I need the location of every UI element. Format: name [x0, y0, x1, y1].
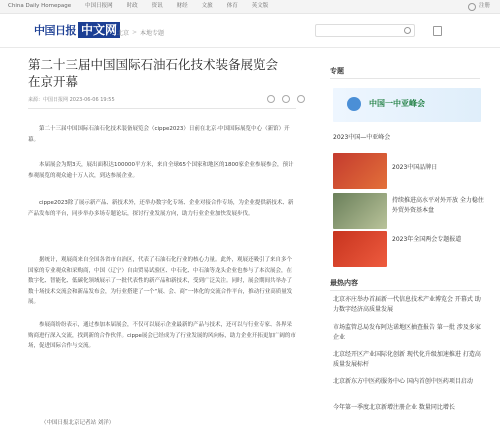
hot-list-item[interactable]: 北京亦庄举办首届新一代信息技术产业博览会 开幕式 助力数字经济高质量发展 [333, 296, 481, 313]
top-link-english[interactable]: 英文版 [251, 3, 269, 9]
share-qq-icon[interactable] [297, 95, 305, 103]
top-link-culture[interactable]: 文旅 [201, 3, 213, 9]
article-title: 第二十三届中国国际石油石化技术装备展览会在京开幕 [28, 57, 279, 89]
article-paragraph: cippe2023除了展示新产品、新技术外，还举办数字化专场、企业对接合作专场，为企业提供新技术、新产品发布的平台，同步举办多场专题论坛，探讨行业发展方向，助力行业企业加快发展步伐。 [28, 200, 294, 217]
top-link-politics[interactable]: 时政 [126, 3, 138, 9]
login-link[interactable]: 注册 [478, 3, 490, 9]
breadcrumb-item-beijing[interactable]: 北京 [117, 30, 130, 37]
breadcrumb-separator-icon: > [132, 29, 138, 36]
article-source-date: 来源：中国日报网 2023-06-06 19:55 [28, 97, 115, 103]
user-icon[interactable] [468, 3, 476, 11]
hot-list-item[interactable]: 北京新东方中医药服务中心 国内首创中医药项目启动 [333, 378, 473, 385]
banner-emblem-icon [347, 97, 361, 111]
article-paragraph: 据统计，观展商来自全国各省市自治区，代表了石油石化行业的核心力量。此外，观展还吸引了来自多个国家的专业观众和采购商，中国（辽宁）自由贸易试验区、中石化、中石油等龙头企业也参与了本次展会，在数字化、智能化、低碳化领域展示了一批代表性的新产品和新技术，受到广泛关注。同时，展会期间共举办了数十场技术交流会和新品发布会，为行业搭建了一个“展、会、商”一体化的交流合作平台，推动行业高质量发展。 [28, 257, 293, 305]
site-header [0, 14, 500, 48]
sidebar-section-divider [330, 78, 480, 79]
search-icon[interactable] [404, 27, 411, 34]
topic-card-image[interactable] [333, 231, 387, 267]
topic-card-title[interactable]: 持续推进高水平对外开放 全力稳住外贸外资基本盘 [392, 197, 484, 214]
logo-text-right: 中文网 [78, 22, 120, 38]
share-wechat-icon[interactable] [267, 95, 275, 103]
top-link-news[interactable]: 资讯 [151, 3, 163, 9]
top-link-cd[interactable]: 中国日报网 [85, 3, 113, 9]
top-link-finance[interactable]: 财经 [176, 3, 188, 9]
site-logo[interactable] [34, 22, 120, 38]
top-link-homepage[interactable]: China Daily Homepage [8, 3, 72, 9]
sidebar-section-hot-title: 最热内容 [330, 279, 358, 287]
featured-banner-caption[interactable]: 2023中国—中亚峰会 [333, 134, 391, 141]
article-paragraph: 参展商纷纷表示，通过参加本届展会，不仅可以展示企业最新的产品与技术，还可以与行业专家、各界采购商进行深入交流，找到新的合作伙伴。cippe展会已经成为了行业发展的风向标，助力企业开拓更加广阔的市场，促进国际合作与交流。 [28, 322, 296, 349]
breadcrumb [117, 28, 164, 37]
topic-card-image[interactable] [333, 153, 387, 189]
article-source: （中国日报北京记者站 刘洋） [41, 420, 115, 426]
share-bar [267, 95, 305, 103]
title-divider [28, 108, 296, 109]
share-weibo-icon[interactable] [282, 95, 290, 103]
hot-list-item[interactable]: 北京经开区产业国际化创新 现代化升级加速推进 打造高质量发展标杆 [333, 351, 481, 368]
logo-text-left: 中国日报 [34, 24, 76, 37]
top-link-sports[interactable]: 体育 [226, 3, 238, 9]
top-links [8, 2, 268, 11]
mobile-app-icon[interactable] [433, 26, 442, 36]
breadcrumb-item-topic[interactable]: 本地专题 [140, 30, 165, 37]
search-input[interactable] [315, 24, 415, 37]
login-area[interactable] [468, 2, 490, 11]
topic-card-title[interactable]: 2023年全国两会专题报道 [392, 236, 462, 243]
topic-card-title[interactable]: 2023中国品牌日 [392, 164, 438, 171]
sidebar-section-divider [330, 290, 480, 291]
topic-card-image[interactable] [333, 193, 387, 229]
article-paragraph: 第二十三届中国国际石油石化技术装备展览会（cippe2023）日前在北京·中国国际展览中心（新馆）开幕。 [28, 126, 290, 143]
banner-text: 中国一中亚峰会 [369, 99, 425, 108]
article-paragraph: 本届展会为期3天，展出面积达100000平方米，来自全球65个国家和地区的1800家企业参展参会，预计参观展览的观众逾十万人次，到达参展企业。 [28, 162, 294, 179]
sidebar-section-topics-title: 专题 [330, 67, 344, 75]
hot-list-item[interactable]: 市场监管总局发布阿达诺地区抽查报告 第一批 涉及多家企业 [333, 324, 481, 341]
featured-banner[interactable] [333, 88, 481, 122]
article-meta [28, 96, 115, 103]
top-navigation-bar [0, 0, 500, 14]
hot-list-item[interactable]: 今年第一季度北京新增注册企业 数量同比增长 [333, 404, 455, 411]
